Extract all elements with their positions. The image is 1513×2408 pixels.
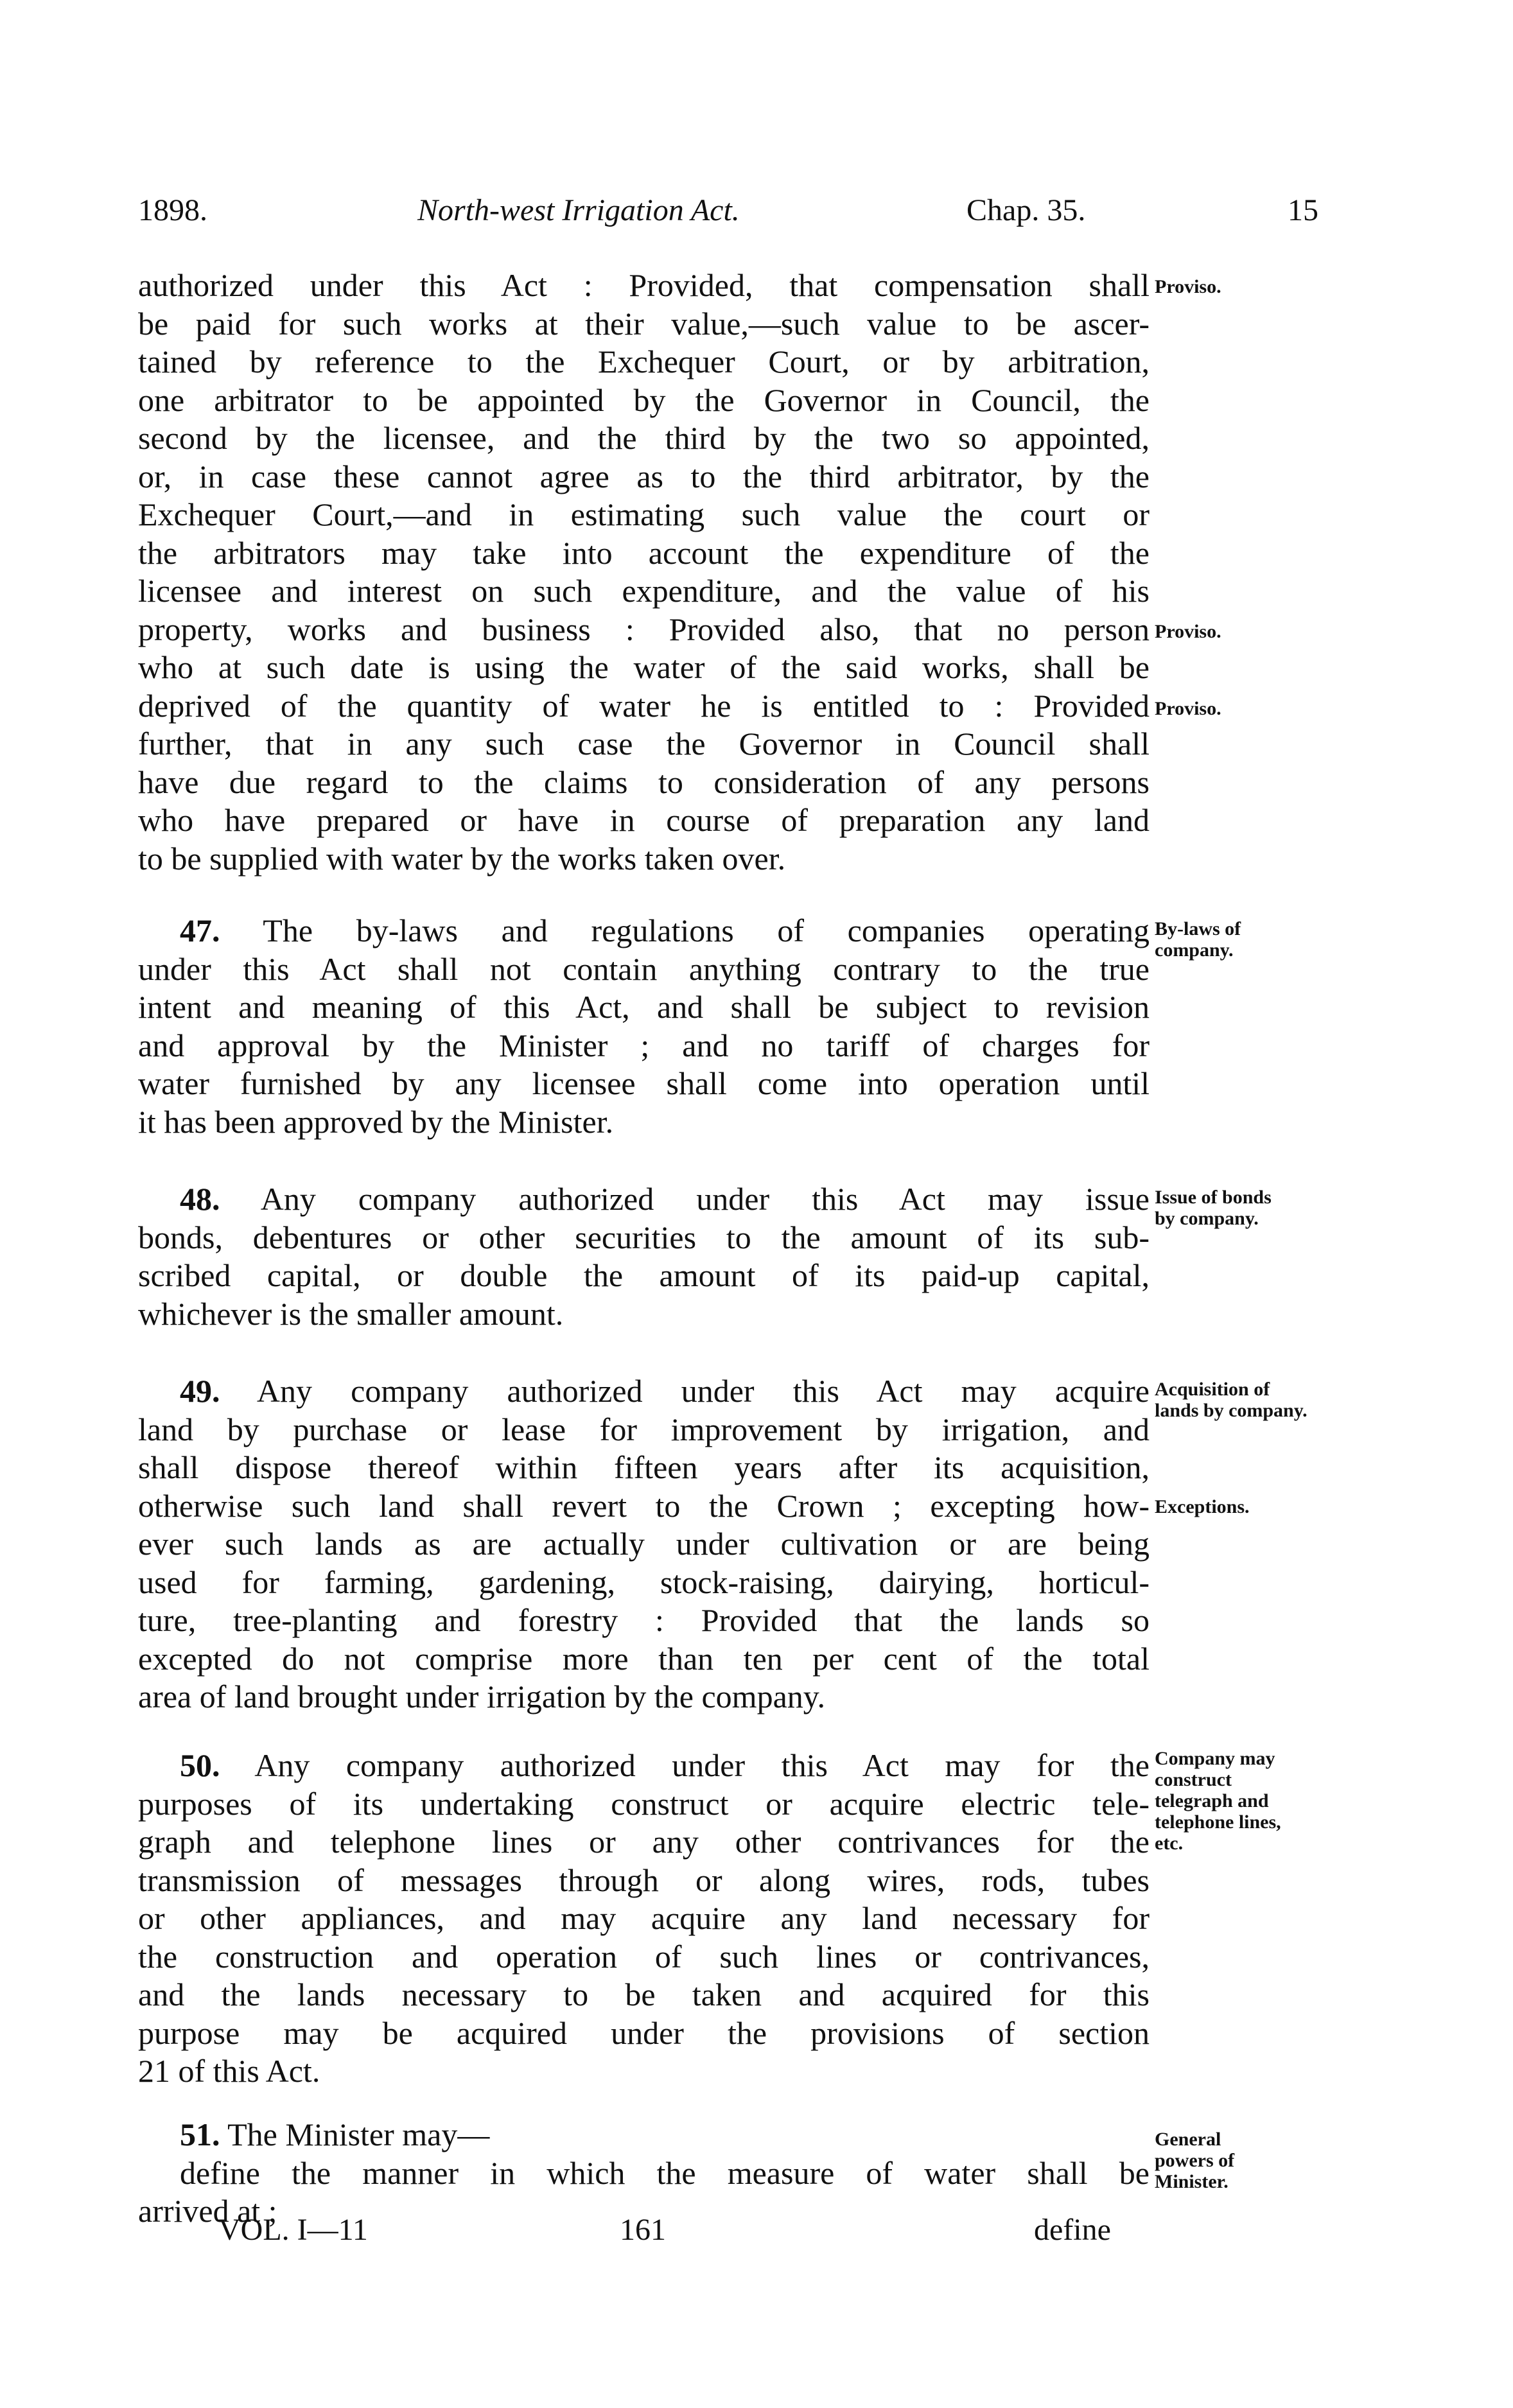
section-first-line xyxy=(138,1372,1150,1411)
text-line: ture, tree-planting and forestry : Provided that the lands so xyxy=(138,1602,1150,1638)
text-line: bonds, debentures or other securities to the amount of its sub- xyxy=(138,1219,1150,1255)
text-line: licensee and interest on such expenditure, and the value of his xyxy=(138,573,1150,609)
text-line: shall dispose thereof within fifteen years after its acquisition, xyxy=(138,1449,1150,1485)
section-number: 50. xyxy=(180,1747,220,1783)
section-47 xyxy=(138,912,1150,1141)
margin-note-bonds: Issue of bonds by company. xyxy=(1155,1187,1272,1229)
header-page-number: 15 xyxy=(1288,193,1318,227)
section-49 xyxy=(138,1372,1150,1716)
margin-note-telegraph: Company may construct telegraph and telephone lines, etc. xyxy=(1155,1748,1281,1854)
text-line: property, works and business : Provided also, that no person xyxy=(138,611,1150,647)
section-first-line-text: Any company authorized under this Act may issue xyxy=(260,1181,1150,1217)
footer-volume: VOL. I—11 xyxy=(218,2213,368,2247)
text-line: it has been approved by the Minister. xyxy=(138,1103,614,1140)
margin-note-acquisition: Acquisition of lands by company. xyxy=(1155,1379,1307,1421)
text-line: further, that in any such case the Governor in Council shall xyxy=(138,726,1150,762)
text-line: area of land brought under irrigation by the company. xyxy=(138,1679,826,1714)
text-line: under this Act shall not contain anything contrary to the true xyxy=(138,950,1150,987)
text-line: or other appliances, and may acquire any land necessary for xyxy=(138,1900,1150,1936)
margin-note-bylaws: By-laws of company. xyxy=(1155,918,1241,961)
margin-note-general-powers: General powers of Minister. xyxy=(1155,2129,1235,2192)
section-first-line-text: The Minister may— xyxy=(227,2116,490,2152)
section-first-line-text: Any company authorized under this Act may for the xyxy=(254,1747,1150,1783)
text-line: intent and meaning of this Act, and shall be subject to revision xyxy=(138,989,1150,1025)
page-footer xyxy=(138,2212,1313,2257)
text-line: authorized under this Act : Provided, that compensation shall xyxy=(138,267,1150,303)
footer-catchword: define xyxy=(1034,2213,1111,2247)
text-line: deprived of the quantity of water he is entitled to : Provided xyxy=(138,687,1150,724)
text-line: whichever is the smaller amount. xyxy=(138,1295,564,1332)
text-line: and the lands necessary to be taken and acquired for this xyxy=(138,1976,1150,2012)
running-header xyxy=(138,193,1318,244)
section-first-line xyxy=(138,2116,1150,2154)
text-line: used for farming, gardening, stock-raising, dairying, horticul- xyxy=(138,1564,1150,1600)
text-line: scribed capital, or double the amount of its paid-up capital, xyxy=(138,1257,1150,1293)
text-line: graph and telephone lines or any other contrivances for the xyxy=(138,1824,1150,1860)
text-line: or, in case these cannot agree as to the third arbitrator, by the xyxy=(138,458,1150,494)
section-50 xyxy=(138,1747,1150,2091)
text-line: be paid for such works at their value,—such value to be ascer- xyxy=(138,305,1150,342)
text-line: who at such date is using the water of the said works, shall be xyxy=(138,649,1150,685)
text-line: 21 of this Act. xyxy=(138,2053,320,2089)
text-line: define the manner in which the measure of water shall be xyxy=(180,2154,1150,2191)
margin-note-proviso: Proviso. xyxy=(1155,621,1221,642)
text-line: to be supplied with water by the works taken over. xyxy=(138,840,786,877)
section-number: 48. xyxy=(180,1181,220,1217)
margin-note-proviso: Proviso. xyxy=(1155,698,1221,719)
header-title: North-west Irrigation Act. xyxy=(417,193,740,227)
text-line: transmission of messages through or along wires, rods, tubes xyxy=(138,1862,1150,1898)
text-line: otherwise such land shall revert to the Crown ; excepting how- xyxy=(138,1487,1150,1524)
text-line: purposes of its undertaking construct or acquire electric tele- xyxy=(138,1785,1150,1822)
section-first-line xyxy=(138,912,1150,950)
section-first-line-text: Any company authorized under this Act may acquire xyxy=(256,1373,1150,1409)
margin-note-exceptions: Exceptions. xyxy=(1155,1496,1250,1517)
footer-number: 161 xyxy=(620,2213,666,2247)
section-number: 47. xyxy=(180,912,220,948)
text-line: tained by reference to the Exchequer Court, or by arbitration, xyxy=(138,344,1150,380)
text-line: excepted do not comprise more than ten per cent of the total xyxy=(138,1640,1150,1677)
text-line: water furnished by any licensee shall come into operation until xyxy=(138,1065,1150,1101)
header-year: 1898. xyxy=(138,193,207,227)
text-line: arrived at ; xyxy=(138,2193,277,2229)
text-line: and approval by the Minister ; and no tariff of charges for xyxy=(138,1027,1150,1063)
text-line: one arbitrator to be appointed by the Governor in Council, the xyxy=(138,381,1150,418)
section-first-line xyxy=(138,1747,1150,1785)
text-line: purpose may be acquired under the provisions of section xyxy=(138,2014,1150,2051)
text-line: land by purchase or lease for improvement by irrigation, and xyxy=(138,1411,1150,1447)
section-number: 51. xyxy=(180,2116,220,2152)
text-line: who have prepared or have in course of preparation any land xyxy=(138,802,1150,838)
text-line: ever such lands as are actually under cultivation or are being xyxy=(138,1526,1150,1562)
header-chapter: Chap. 35. xyxy=(966,193,1086,227)
text-line: have due regard to the claims to consideration of any persons xyxy=(138,763,1150,800)
text-line: second by the licensee, and the third by the two so appointed, xyxy=(138,420,1150,456)
text-line: Exchequer Court,—and in estimating such value the court or xyxy=(138,496,1150,532)
section-number: 49. xyxy=(180,1373,220,1409)
section-first-line xyxy=(138,1180,1150,1219)
section-48 xyxy=(138,1180,1150,1333)
text-line: the arbitrators may take into account the expenditure of the xyxy=(138,534,1150,571)
margin-note-proviso: Proviso. xyxy=(1155,276,1221,297)
text-line: the construction and operation of such lines or contrivances, xyxy=(138,1938,1150,1975)
continuation-paragraph xyxy=(138,266,1150,878)
section-first-line-text: The by-laws and regulations of companies operating xyxy=(263,912,1150,948)
